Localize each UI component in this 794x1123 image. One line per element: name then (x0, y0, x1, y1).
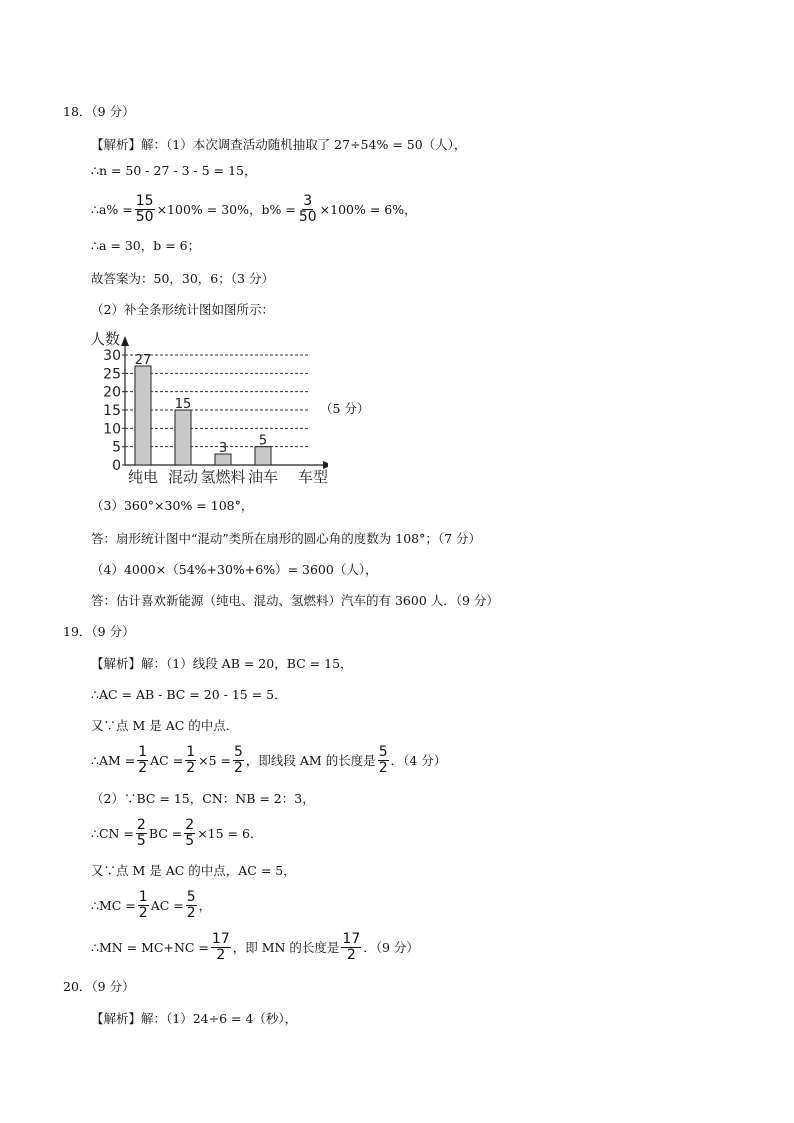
fraction-1-2 (137, 745, 148, 776)
q19-line-9 (91, 932, 419, 963)
fraction-3-50 (298, 194, 318, 225)
q19-line-1: 【解析】解：（1）线段 AB = 20，BC = 15， (91, 656, 353, 671)
fraction-numerator: 2 (185, 817, 195, 833)
q18-line-5: 故答案为：50，30，6；（3 分） (91, 271, 274, 286)
fraction-numerator: 15 (135, 193, 154, 209)
q19-line-3: 又∵点 M 是 AC 的中点． (91, 718, 239, 733)
q18-chart-score: （5 分） (320, 401, 370, 416)
data-label: 27 (134, 353, 152, 368)
q18-line-1: 【解析】解：（1）本次调查活动随机抽取了 27÷54% = 50（人）， (91, 137, 467, 152)
y-tick-label: 10 (103, 421, 121, 438)
q19-am-times: ×5 = (198, 752, 231, 768)
data-label: 3 (218, 441, 228, 456)
fraction-numerator: 3 (303, 193, 313, 209)
fraction-numerator: 17 (342, 931, 361, 947)
y-tick-label: 30 (103, 348, 121, 364)
y-tick-label: 25 (103, 366, 121, 383)
fraction-17-2 (341, 932, 361, 963)
q18-line-6: （2）补全条形统计图如图所示： (91, 302, 274, 317)
q19-line-8 (91, 890, 211, 921)
q18-a-percent-lhs: ∴a% = (91, 201, 133, 217)
q18-line-7: （3）360°×30% = 108°， (91, 498, 254, 513)
q19-am-lhs: ∴AM = (91, 752, 136, 768)
data-label: 5 (258, 433, 268, 449)
fraction-denominator: 2 (138, 905, 148, 921)
fraction-numerator: 1 (138, 889, 148, 905)
fraction-numerator: 17 (211, 931, 230, 947)
fraction-denominator: 5 (185, 833, 195, 849)
q18-line-2: ∴n = 50 - 27 - 3 - 5 = 15， (91, 163, 257, 178)
fraction-15-50 (135, 194, 155, 225)
fraction-1-2 (185, 745, 196, 776)
fraction-5-2 (186, 890, 197, 921)
q19-mc-mid: AC = (150, 897, 184, 913)
q18-line-9: （4）4000×（54%+30%+6%）= 3600（人）， (91, 562, 378, 577)
q18-heading: 18．（9 分） (63, 104, 135, 119)
q19-mc-lhs: ∴MC = (91, 897, 136, 913)
fraction-denominator: 50 (135, 209, 154, 225)
q18-a-percent-result: ×100% = 30%，b% = (156, 201, 296, 217)
y-tick-label: 5 (112, 439, 121, 456)
category-label: 混动 (167, 468, 199, 486)
fraction-2-5 (184, 818, 195, 849)
fraction-denominator: 5 (136, 833, 146, 849)
fraction-denominator: 2 (346, 947, 356, 963)
q19-cn-result: ×15 = 6． (197, 825, 263, 841)
q19-line-4 (91, 745, 446, 776)
fraction-denominator: 2 (234, 760, 243, 776)
fraction-numerator: 1 (138, 744, 148, 760)
q19-mn-text: ，即 MN 的长度是 (232, 939, 340, 955)
q18-b-percent-result: ×100% = 6%， (319, 201, 417, 217)
fraction-numerator: 2 (136, 817, 146, 833)
q19-line-5: （2）∵BC = 15，CN：NB = 2：3， (91, 791, 315, 806)
category-label: 油车 (247, 468, 279, 486)
bar (255, 447, 271, 465)
y-tick-label: 20 (103, 384, 121, 401)
q19-am-score: ．（4 分） (390, 752, 447, 768)
fraction-5-2 (378, 745, 389, 776)
q18-line-10: 答：估计喜欢新能源（纯电、混动、氢燃料）汽车的有 3600 人．（9 分） (91, 593, 499, 608)
category-label: 纯电 (127, 468, 159, 486)
q19-line-2: ∴AC = AB - BC = 20 - 15 = 5． (91, 687, 287, 702)
fraction-5-2 (233, 745, 244, 776)
data-label: 15 (174, 397, 192, 412)
x-axis-label: 车型 (297, 468, 328, 486)
y-axis-arrow (121, 336, 129, 346)
q19-mc-comma: ， (198, 897, 212, 913)
q19-line-7: 又∵点 M 是 AC 的中点，AC = 5， (91, 863, 296, 878)
fraction-numerator: 5 (186, 889, 196, 905)
fraction-denominator: 2 (378, 760, 388, 776)
y-tick-label: 15 (103, 403, 121, 419)
fraction-numerator: 1 (186, 744, 196, 760)
y-axis-label: 人数 (90, 330, 121, 348)
q19-cn-mid: BC = (148, 825, 183, 841)
fraction-numerator: 5 (378, 744, 388, 760)
q19-mn-score: ．（9 分） (363, 939, 419, 955)
bar-chart (88, 328, 328, 488)
q19-line-6 (91, 818, 262, 849)
fraction-1-2 (138, 890, 149, 921)
q20-heading: 20．（9 分） (63, 979, 135, 994)
q18-line-8: 答：扇形统计图中“混动”类所在扇形的圆心角的度数为 108°；（7 分） (91, 531, 482, 546)
q19-mn-lhs: ∴MN = MC+NC = (91, 939, 209, 955)
bar (175, 410, 191, 465)
fraction-17-2 (211, 932, 231, 963)
fraction-numerator: 5 (234, 744, 243, 760)
fraction-denominator: 50 (298, 209, 317, 225)
q20-line-1: 【解析】解：（1）24÷6 = 4（秒）， (91, 1011, 298, 1026)
fraction-2-5 (136, 818, 147, 849)
q18-line-4: ∴a = 30，b = 6； (91, 238, 201, 253)
fraction-denominator: 2 (186, 760, 196, 776)
q19-cn-lhs: ∴CN = (91, 825, 134, 841)
fraction-denominator: 2 (216, 947, 226, 963)
y-tick-label: 0 (112, 458, 121, 474)
category-label: 氢燃料 (200, 468, 246, 486)
bar (135, 366, 151, 465)
fraction-denominator: 2 (138, 760, 148, 776)
q18-line-3 (91, 194, 417, 225)
q19-heading: 19．（9 分） (63, 624, 135, 639)
q19-am-text: ，即线段 AM 的长度是 (245, 752, 376, 768)
fraction-denominator: 2 (186, 905, 196, 921)
q19-am-mid: AC = (150, 752, 184, 768)
